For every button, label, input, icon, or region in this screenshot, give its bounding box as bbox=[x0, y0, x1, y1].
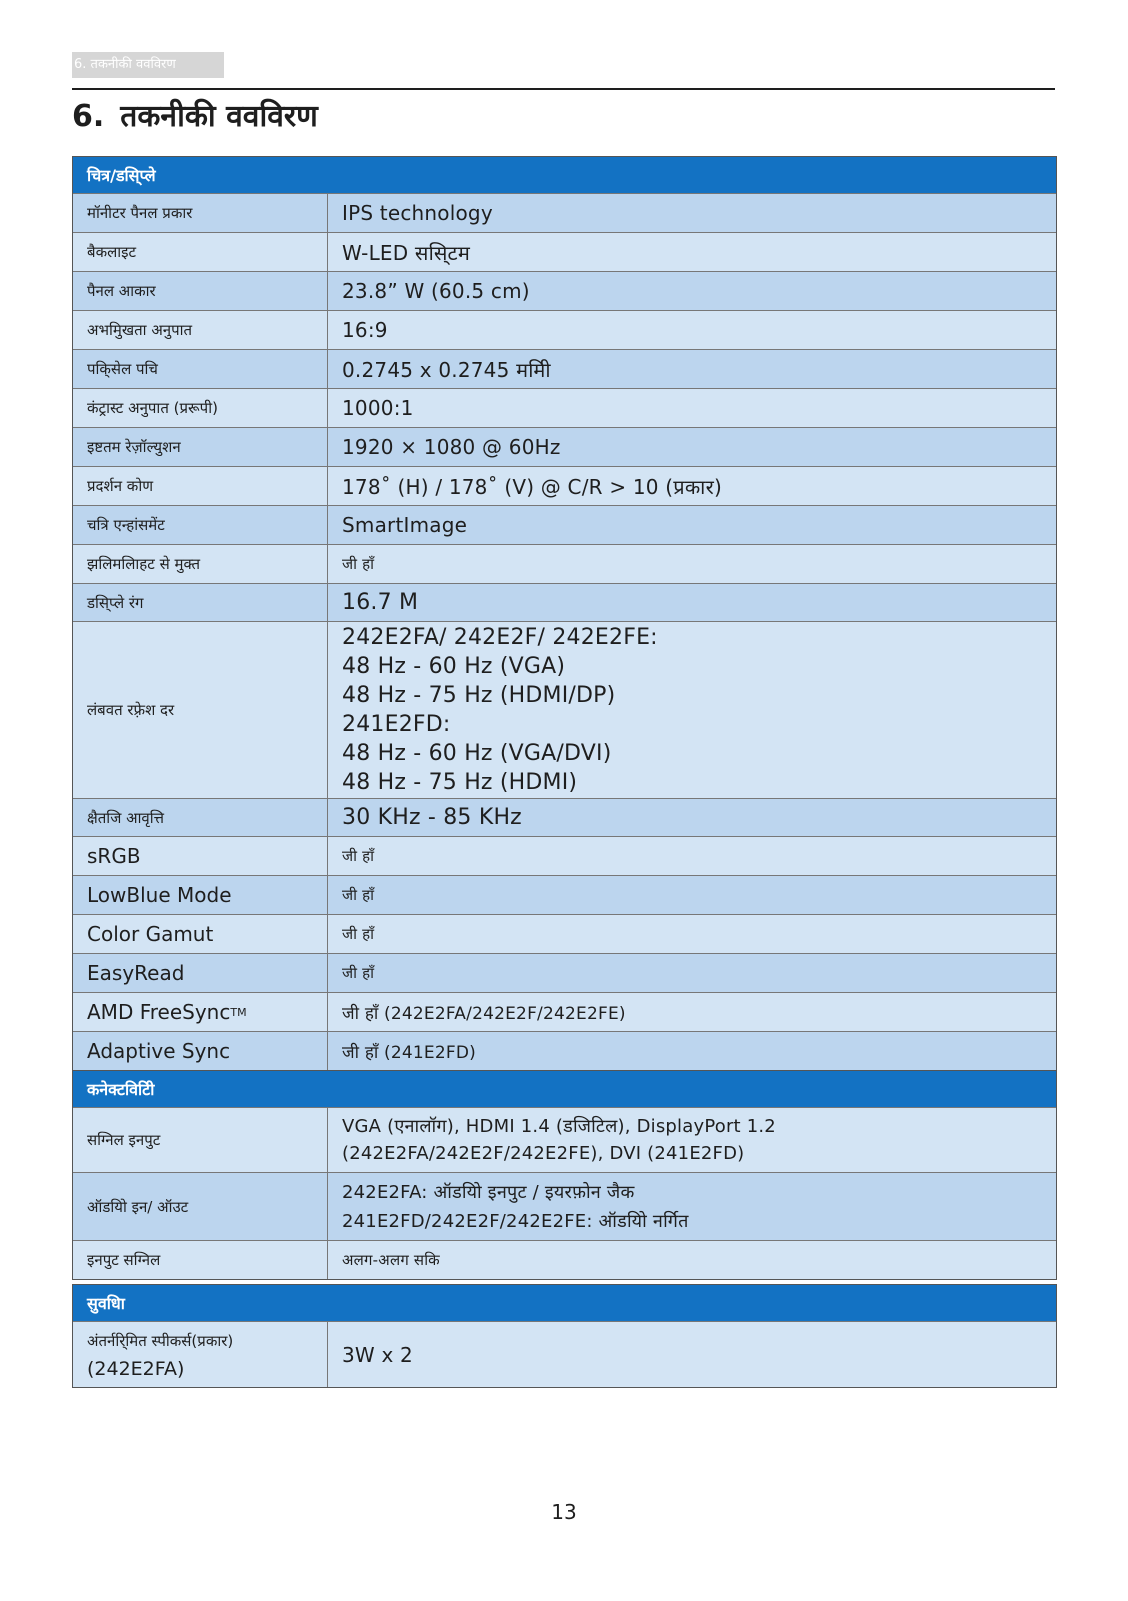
table-row bbox=[73, 953, 1056, 992]
table-row bbox=[73, 836, 1056, 875]
row-value: 1000:1 bbox=[342, 396, 414, 420]
row-label: लंबवत रफ़्रेश दर bbox=[73, 622, 328, 798]
table-row bbox=[73, 349, 1056, 388]
row-value: 1920 × 1080 @ 60Hz bbox=[342, 435, 561, 459]
row-label: क्षैतजि आवृत्ति bbox=[73, 799, 328, 836]
row-label: सग्निल इनपुट bbox=[73, 1108, 328, 1172]
row-value: 23.8” W (60.5 cm) bbox=[342, 279, 530, 303]
row-value: जी हाँ (241E2FD) bbox=[342, 1042, 476, 1063]
title-number: 6. bbox=[72, 99, 105, 134]
table-row bbox=[73, 388, 1056, 427]
row-value: जी हाँ bbox=[342, 555, 375, 573]
table-row bbox=[73, 505, 1056, 544]
row-value: 0.2745 x 0.2745 ममिी bbox=[342, 357, 551, 382]
row-label bbox=[73, 993, 328, 1031]
freesync-label: AMD FreeSync bbox=[87, 1000, 231, 1024]
row-value: IPS technology bbox=[342, 201, 493, 225]
refresh-line: 242E2FA/ 242E2F/ 242E2FE: bbox=[342, 625, 658, 650]
table-row bbox=[73, 232, 1056, 271]
title-text: तकनीकी ववविरण bbox=[120, 99, 318, 134]
row-value: W-LED ससि्टम bbox=[342, 240, 470, 265]
table-row bbox=[73, 1172, 1056, 1240]
row-value: अलग-अलग सकि bbox=[342, 1251, 440, 1269]
refresh-line: 48 Hz - 60 Hz (VGA) bbox=[342, 654, 566, 679]
section-header-convenience: सुवधिा bbox=[73, 1284, 1056, 1321]
table-row bbox=[73, 544, 1056, 583]
signal-line: (242E2FA/242E2F/242E2FE), DVI (241E2FD) bbox=[342, 1143, 745, 1164]
table-row bbox=[73, 1107, 1056, 1172]
table-row bbox=[73, 583, 1056, 621]
page-title bbox=[72, 95, 318, 139]
audio-line: 241E2FD/242E2F/242E2FE: ऑडयिो नर्गित bbox=[342, 1210, 689, 1232]
row-value-multiline bbox=[328, 1173, 1056, 1240]
section-tab: 6. तकनीकी ववविरण bbox=[72, 52, 224, 78]
table-row bbox=[73, 271, 1056, 310]
row-label: LowBlue Mode bbox=[73, 876, 328, 914]
row-label: डसि्प्ले रंग bbox=[73, 584, 328, 621]
row-value: जी हाँ bbox=[342, 847, 375, 865]
table-row bbox=[73, 193, 1056, 232]
row-value: 178˚ (H) / 178˚ (V) @ C/R > 10 (प्रकार) bbox=[342, 474, 722, 499]
speaker-label-line: अंतर्नरि्मित स्पीकर्स(प्रकार) bbox=[87, 1331, 234, 1350]
row-label: sRGB bbox=[73, 837, 328, 875]
row-label: चत्रि एन्हांसमेंट bbox=[73, 506, 328, 544]
table-row bbox=[73, 914, 1056, 953]
row-value: 30 KHz - 85 KHz bbox=[342, 805, 522, 830]
refresh-line: 48 Hz - 75 Hz (HDMI/DP) bbox=[342, 683, 616, 708]
row-value: जी हाँ bbox=[342, 886, 375, 904]
spec-table-picture bbox=[72, 156, 1057, 1280]
row-label: कंट्रास्ट अनुपात (प्ररूपी) bbox=[73, 389, 328, 427]
row-label: ऑडयिो इन/ ऑउट bbox=[73, 1173, 328, 1240]
row-value-multiline bbox=[328, 622, 1056, 798]
row-label: Adaptive Sync bbox=[73, 1032, 328, 1070]
table-row bbox=[73, 1321, 1056, 1387]
spec-table-convenience bbox=[72, 1284, 1057, 1388]
refresh-line: 241E2FD: bbox=[342, 712, 451, 737]
row-label bbox=[73, 1322, 328, 1387]
row-label: बैकलाइट bbox=[73, 233, 328, 271]
section-header-connectivity: कनेक्टविटिी bbox=[73, 1070, 1056, 1107]
row-value: 3W x 2 bbox=[342, 1342, 413, 1367]
row-label: अभमिुखता अनुपात bbox=[73, 311, 328, 349]
row-label: झलिमलिाहट से मुक्त bbox=[73, 545, 328, 583]
row-value: जी हाँ (242E2FA/242E2F/242E2FE) bbox=[342, 1003, 626, 1024]
header-rule bbox=[72, 88, 224, 90]
table-row bbox=[73, 310, 1056, 349]
table-row bbox=[73, 466, 1056, 505]
row-value: 16.7 M bbox=[342, 590, 419, 615]
refresh-line: 48 Hz - 75 Hz (HDMI) bbox=[342, 770, 578, 795]
table-row bbox=[73, 875, 1056, 914]
table-row bbox=[73, 1240, 1056, 1279]
row-value: जी हाँ bbox=[342, 925, 375, 943]
refresh-line: 48 Hz - 60 Hz (VGA/DVI) bbox=[342, 741, 612, 766]
signal-line: VGA (एनालॉग), HDMI 1.4 (डजिटिल), DisplayPort 1.2 bbox=[342, 1116, 776, 1137]
row-label: EasyRead bbox=[73, 954, 328, 992]
audio-line: 242E2FA: ऑडयिो इनपुट / इयरफ़ोन जैक bbox=[342, 1181, 635, 1203]
row-label: पैनल आकार bbox=[73, 272, 328, 310]
row-value-multiline bbox=[328, 1108, 1056, 1172]
table-row bbox=[73, 798, 1056, 836]
trademark-sup: TM bbox=[230, 1005, 247, 1019]
row-value: SmartImage bbox=[342, 513, 468, 537]
row-label: इष्टतम रेज़ॉल्युशन bbox=[73, 428, 328, 466]
table-row bbox=[73, 992, 1056, 1031]
row-label: पकि्सेल पचि bbox=[73, 350, 328, 388]
page-number: 13 bbox=[551, 1500, 577, 1524]
table-row bbox=[73, 1031, 1056, 1070]
row-label: Color Gamut bbox=[73, 915, 328, 953]
row-value: 16:9 bbox=[342, 318, 388, 342]
speaker-label-model: (242E2FA) bbox=[87, 1357, 185, 1380]
row-label: मॉनीटर पैनल प्रकार bbox=[73, 194, 328, 232]
table-row-refresh-rate bbox=[73, 621, 1056, 798]
header-rule-line bbox=[224, 88, 1055, 90]
section-header-picture: चित्र/डसि्प्ले bbox=[73, 156, 1056, 193]
table-row bbox=[73, 427, 1056, 466]
row-label: इनपुट सग्निल bbox=[73, 1241, 328, 1279]
row-value: जी हाँ bbox=[342, 964, 375, 982]
row-label: प्रदर्शन कोण bbox=[73, 467, 328, 505]
